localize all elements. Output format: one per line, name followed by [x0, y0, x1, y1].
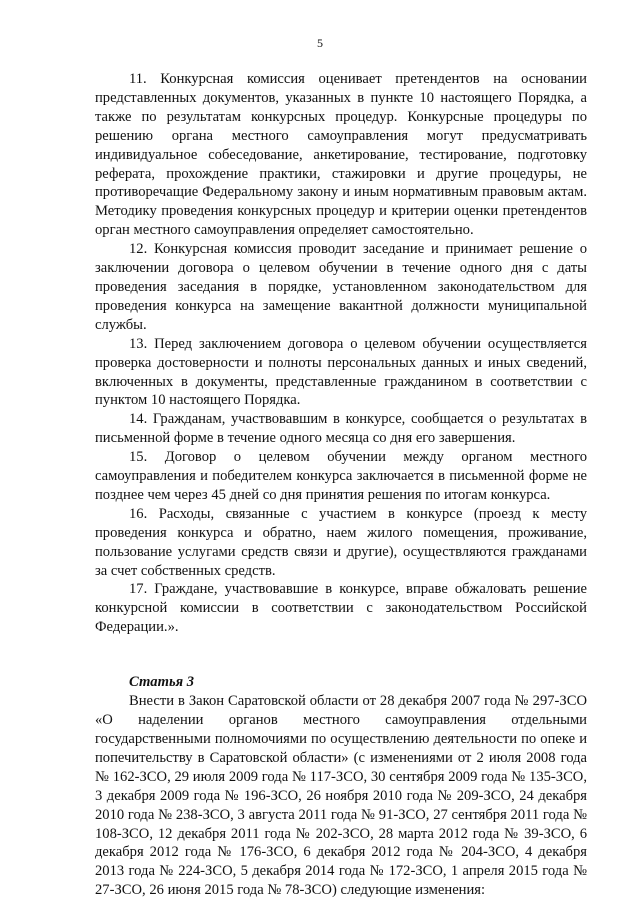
page-number: 5: [317, 36, 323, 50]
paragraph-13: 13. Перед заключением договора о целевом обучении осуществляется проверка достоверности и полноты персональных данных и иных сведений, включенных в документы, представленные гражданином в соответствии с пунктом 10 настоящего Порядка.: [95, 335, 587, 409]
paragraph-17: 17. Граждане, участвовавшие в конкурсе, вправе обжаловать решение конкурсной комиссии в соответствии с законодательством Российской Федерации.».: [95, 581, 587, 636]
paragraph-16: 16. Расходы, связанные с участием в конкурсе (проезд к месту проведения конкурса и обратно, наем жилого помещения, проживание, пользование услугами средств связи и другие), осуществляются гражданами за счет собственных средств.: [95, 505, 587, 579]
article-text: Внести в Закон Саратовской области от 28 декабря 2007 года № 297-ЗСО «О наделении органов местного самоуправления отдельными государственными полномочиями по осуществлению деятельности по опеке и попечительству в Саратовской области» (с изменениями от 2 июля 2008 года № 162-ЗСО, 29 июля 2009 года № 117-ЗСО, 30 сентября 2009 года № 135-ЗСО, 3 декабря 2009 года № 196-ЗСО, 26 ноября 2010 года № 209-ЗСО, 24 декабря 2010 года № 238-ЗСО, 3 августа 2011 года № 91-ЗСО, 27 сентября 2011 года № 108-ЗСО, 12 декабря 2011 года № 202-ЗСО, 28 марта 2012 года № 39-ЗСО, 6 декабря 2012 года № 176-ЗСО, 6 декабря 2012 года № 204-ЗСО, 4 декабря 2013 года № 224-ЗСО, 5 декабря 2014 года № 172-ЗСО, 1 апреля 2015 года № 27-ЗСО, 26 июня 2015 года № 78-ЗСО) следующие изменения:: [95, 693, 587, 899]
paragraph-14: 14. Гражданам, участвовавшим в конкурсе, сообщается о результатах в письменной форме в течение одного месяца со дня его завершения.: [95, 411, 587, 447]
paragraph-15: 15. Договор о целевом обучении между органом местного самоуправления и победителем конкурса заключается в письменной форме не позднее чем через 45 дней со дня принятия решения по итогам конкурса.: [95, 449, 587, 503]
article-heading: Статья 3: [129, 674, 195, 691]
paragraph-11: 11. Конкурсная комиссия оценивает претендентов на основании представленных документов, указанных в пункте 10 настоящего Порядка, а также по результатам конкурсных процедур. Конкурсные процедуры по решению органа местного самоуправления могут предусматривать индивидуальное собеседование, анкетирование, тестирование, подготовку реферата, прохождение практики, стажировки и другие процедуры, не противоречащие Федеральному закону и иным нормативным правовым актам. Методику проведения конкурсных процедур и критерии оценки претендентов орган местного самоуправления определяет самостоятельно.: [95, 71, 587, 239]
paragraph-12: 12. Конкурсная комиссия проводит заседание и принимает решение о заключении договора о целевом обучении в течение одного дня с даты проведения заседания в порядке, установленном законодательством для проведения конкурса на замещение вакантной должности муниципальной службы.: [95, 241, 587, 333]
document-body: [95, 70, 587, 900]
